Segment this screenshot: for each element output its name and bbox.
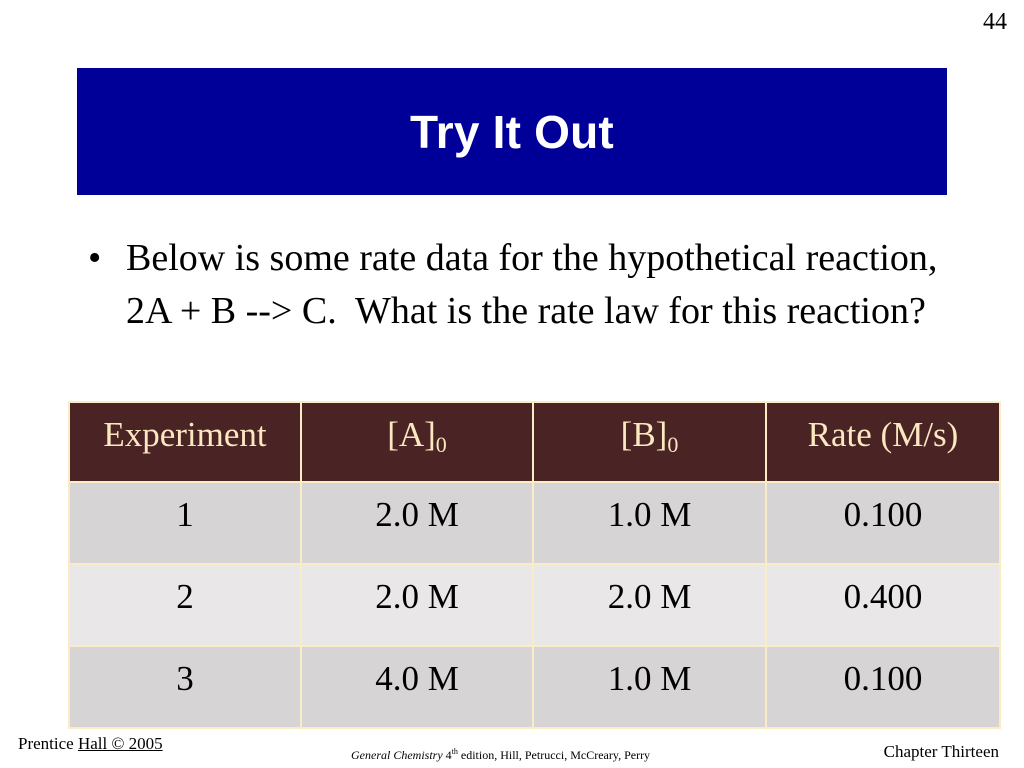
- cell-a0: 2.0 M: [301, 564, 533, 646]
- header-experiment-label: Experiment: [103, 415, 267, 454]
- cell-b0: 1.0 M: [533, 646, 766, 728]
- header-b0-subscript: 0: [667, 432, 679, 457]
- header-b0-label: [B]: [620, 415, 668, 454]
- footer-chapter: Chapter Thirteen: [883, 742, 999, 761]
- bullet-point: [88, 232, 958, 338]
- rate-data-table: [68, 401, 1001, 729]
- cell-a0: 4.0 M: [301, 646, 533, 728]
- footer-book-citation: [351, 747, 650, 763]
- table-header-row: [69, 402, 1000, 482]
- cell-experiment: 3: [69, 646, 301, 728]
- footer-book-title: General Chemistry: [351, 748, 443, 762]
- cell-b0: 2.0 M: [533, 564, 766, 646]
- cell-a0: 2.0 M: [301, 482, 533, 564]
- footer-copyright: Hall © 2005: [77, 734, 163, 753]
- footer-authors: edition, Hill, Petrucci, McCreary, Perry: [457, 748, 651, 762]
- header-rate-label: Rate (M/s): [807, 415, 959, 454]
- table-row: [69, 564, 1000, 646]
- bullet-text: Below is some rate data for the hypothetical reaction, 2A + B --> C. What is the rate law for this reaction?: [126, 237, 947, 332]
- cell-rate: 0.100: [766, 482, 1000, 564]
- slide-number: 44: [983, 9, 1007, 35]
- table-row: [69, 646, 1000, 728]
- cell-rate: 0.400: [766, 564, 1000, 646]
- footer-publisher: [18, 734, 163, 754]
- footer-publisher-name: Prentice: [18, 734, 78, 753]
- cell-experiment: 2: [69, 564, 301, 646]
- header-a0: [301, 402, 533, 482]
- table-row: [69, 482, 1000, 564]
- slide-title: Try It Out: [410, 105, 614, 158]
- header-a0-label: [A]: [387, 415, 436, 454]
- bullet-symbol: •: [88, 237, 102, 279]
- header-a0-subscript: 0: [435, 432, 447, 457]
- cell-experiment: 1: [69, 482, 301, 564]
- header-experiment: [69, 402, 301, 482]
- header-rate: [766, 402, 1000, 482]
- footer-edition-suffix: th: [451, 747, 458, 756]
- title-banner: [77, 68, 947, 195]
- footer-edition-number: 4: [442, 748, 452, 762]
- cell-b0: 1.0 M: [533, 482, 766, 564]
- header-b0: [533, 402, 766, 482]
- cell-rate: 0.100: [766, 646, 1000, 728]
